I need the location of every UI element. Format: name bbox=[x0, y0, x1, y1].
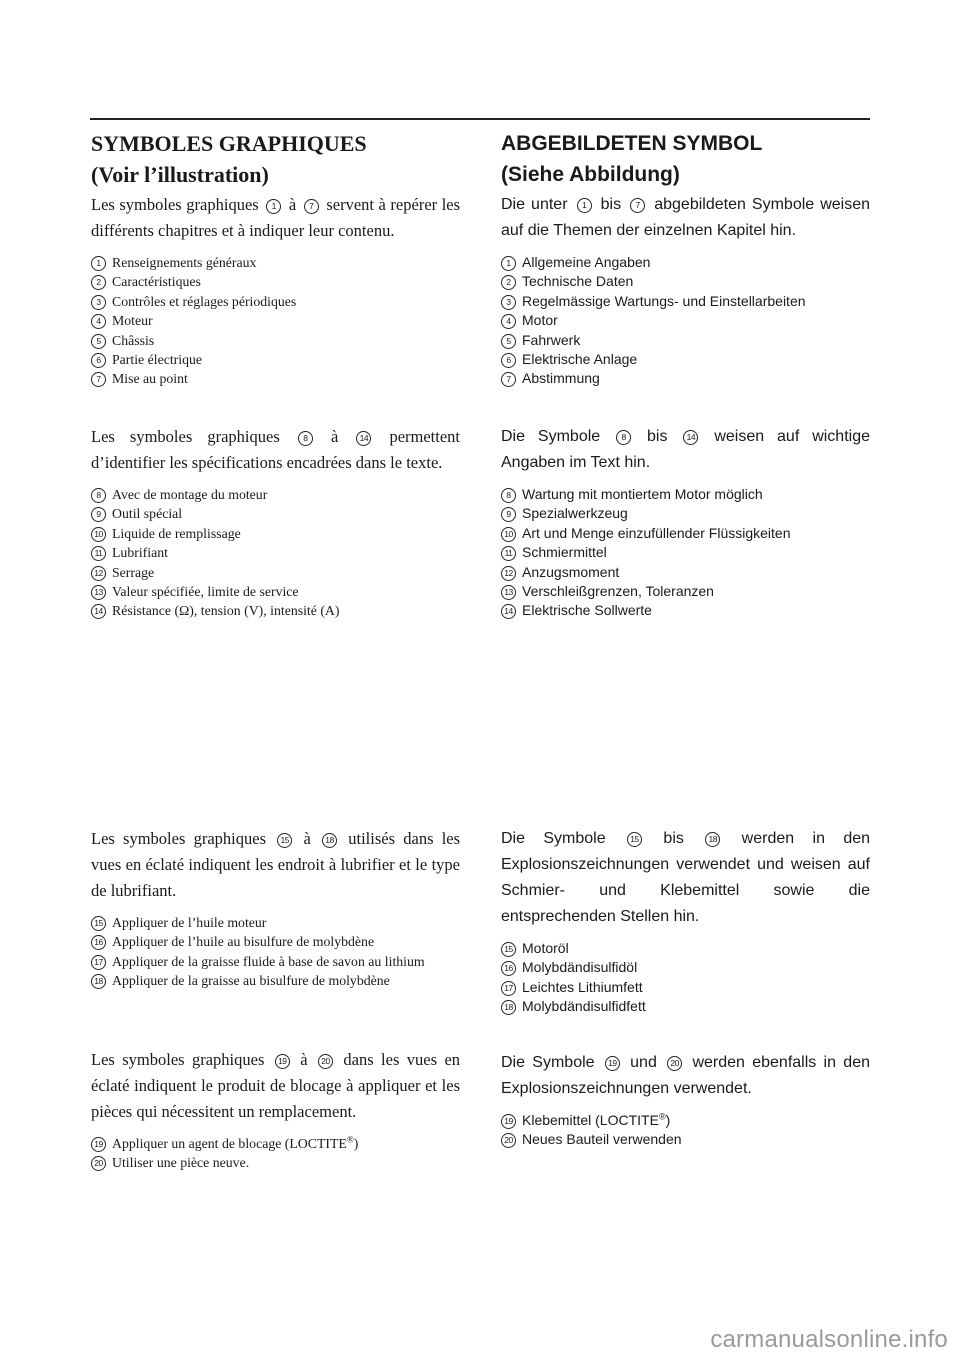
circled-number: 7 bbox=[630, 198, 645, 213]
list-item: 13 Valeur spécifiée, limite de service bbox=[91, 582, 460, 601]
list-item: 18 Molybdändisulfidfett bbox=[501, 997, 870, 1016]
circled-number: 7 bbox=[91, 372, 106, 387]
list-item: 1 Allgemeine Angaben bbox=[501, 253, 870, 272]
french-column bbox=[91, 128, 460, 389]
circled-number: 20 bbox=[667, 1056, 682, 1071]
circled-number: 13 bbox=[501, 585, 516, 600]
fr-s4-list bbox=[91, 1134, 460, 1173]
fr-section-4 bbox=[91, 1047, 460, 1173]
de-title-line2: (Siehe Abbildung) bbox=[501, 163, 680, 186]
fr-s1-list bbox=[91, 253, 460, 389]
de-title-line1: ABGEBILDETEN SYMBOL bbox=[501, 132, 763, 155]
list-item: 5 Châssis bbox=[91, 331, 460, 350]
de-title bbox=[501, 128, 870, 190]
circled-number: 15 bbox=[277, 833, 292, 848]
circled-number: 14 bbox=[356, 431, 371, 446]
fr-section-3 bbox=[91, 826, 460, 991]
circled-number: 20 bbox=[501, 1133, 516, 1148]
de-s2-list bbox=[501, 485, 870, 621]
list-item: 12 Anzugsmoment bbox=[501, 563, 870, 582]
circled-number: 6 bbox=[501, 353, 516, 368]
circled-number: 18 bbox=[91, 974, 106, 989]
circled-number: 15 bbox=[501, 942, 516, 957]
list-item: 11 Lubrifiant bbox=[91, 543, 460, 562]
circled-number: 16 bbox=[501, 961, 516, 976]
list-item: 6 Partie électrique bbox=[91, 350, 460, 369]
circled-number: 8 bbox=[616, 430, 631, 445]
circled-number: 5 bbox=[91, 334, 106, 349]
circled-number: 4 bbox=[501, 314, 516, 329]
de-s3-intro: Die Symbole 15 bis 18 werden in den Explosionszeichnungen verwendet und weisen auf Schmier- und Klebemittel sowie die entsprechenden Stellen hin. bbox=[501, 830, 871, 925]
circled-number: 9 bbox=[501, 507, 516, 522]
circled-number: 7 bbox=[304, 199, 319, 214]
de-s3-list bbox=[501, 939, 870, 1017]
fr-section-2 bbox=[91, 424, 460, 621]
de-section-2 bbox=[501, 424, 870, 621]
list-item: 14 Résistance (Ω), tension (V), intensité (A) bbox=[91, 601, 460, 620]
list-item: 15 Appliquer de l’huile moteur bbox=[91, 913, 460, 932]
list-item: 6 Elektrische Anlage bbox=[501, 350, 870, 369]
circled-number: 11 bbox=[91, 546, 106, 561]
list-item: 3 Regelmässige Wartungs- und Einstellarbeiten bbox=[501, 292, 870, 311]
fr-title-line1: SYMBOLES GRAPHIQUES bbox=[91, 131, 367, 156]
circled-number: 15 bbox=[627, 832, 642, 847]
circled-number: 18 bbox=[322, 833, 337, 848]
list-item: 9 Spezialwerkzeug bbox=[501, 504, 870, 523]
circled-number: 19 bbox=[605, 1056, 620, 1071]
list-item: 14 Elektrische Sollwerte bbox=[501, 601, 870, 620]
circled-number: 11 bbox=[501, 546, 516, 561]
list-item: 8 Wartung mit montiertem Motor möglich bbox=[501, 485, 870, 504]
circled-number: 2 bbox=[91, 275, 106, 290]
circled-number: 1 bbox=[91, 256, 106, 271]
circled-number: 10 bbox=[501, 527, 516, 542]
circled-number: 1 bbox=[577, 198, 592, 213]
circled-number: 8 bbox=[501, 488, 516, 503]
de-section-3 bbox=[501, 826, 870, 1017]
de-s4-list bbox=[501, 1111, 870, 1150]
de-section-4 bbox=[501, 1050, 870, 1150]
circled-number: 8 bbox=[91, 488, 106, 503]
list-item: 17 Appliquer de la graisse fluide à base de savon au lithium bbox=[91, 952, 460, 971]
list-item: 16 Appliquer de l’huile au bisulfure de molybdène bbox=[91, 932, 460, 951]
de-s2-intro: Die Symbole 8 bis 14 weisen auf wichtige Angaben im Text hin. bbox=[501, 428, 870, 471]
circled-number: 20 bbox=[91, 1156, 106, 1171]
list-item: 7 Abstimmung bbox=[501, 369, 870, 388]
circled-number: 17 bbox=[91, 955, 106, 970]
german-column bbox=[501, 128, 870, 389]
circled-number: 7 bbox=[501, 372, 516, 387]
list-item: 10 Art und Menge einzufüllender Flüssigkeiten bbox=[501, 524, 870, 543]
circled-number: 17 bbox=[501, 981, 516, 996]
list-item: 4 Motor bbox=[501, 311, 870, 330]
circled-number: 14 bbox=[501, 604, 516, 619]
list-item: 19 Klebemittel (LOCTITE®) bbox=[501, 1111, 870, 1130]
list-item: 11 Schmiermittel bbox=[501, 543, 870, 562]
circled-number: 3 bbox=[91, 295, 106, 310]
list-item: 8 Avec de montage du moteur bbox=[91, 485, 460, 504]
circled-number: 6 bbox=[91, 353, 106, 368]
list-item: 4 Moteur bbox=[91, 311, 460, 330]
circled-number: 18 bbox=[501, 1000, 516, 1015]
header-rule bbox=[90, 118, 870, 120]
circled-number: 3 bbox=[501, 295, 516, 310]
list-item: 13 Verschleißgrenzen, Toleranzen bbox=[501, 582, 870, 601]
de-s1-list bbox=[501, 253, 870, 389]
list-item: 1 Renseignements généraux bbox=[91, 253, 460, 272]
fr-s2-list bbox=[91, 485, 460, 621]
fr-title bbox=[91, 128, 460, 190]
circled-number: 1 bbox=[266, 199, 281, 214]
list-item: 2 Technische Daten bbox=[501, 272, 870, 291]
list-item: 10 Liquide de remplissage bbox=[91, 524, 460, 543]
fr-s3-list bbox=[91, 913, 460, 991]
circled-number: 19 bbox=[501, 1114, 516, 1129]
circled-number: 12 bbox=[501, 566, 516, 581]
list-item: 9 Outil spécial bbox=[91, 504, 460, 523]
circled-number: 2 bbox=[501, 275, 516, 290]
circled-number: 8 bbox=[298, 431, 313, 446]
list-item: 17 Leichtes Lithiumfett bbox=[501, 978, 870, 997]
list-item: 7 Mise au point bbox=[91, 369, 460, 388]
list-item: 18 Appliquer de la graisse au bisulfure de molybdène bbox=[91, 971, 460, 990]
fr-s4-intro: Les symboles graphiques 19 à 20 dans les vues en éclaté indiquent le produit de blocage à appliquer et les pièces qui nécessitent un remplacement. bbox=[91, 1050, 461, 1121]
list-item: 15 Motoröl bbox=[501, 939, 870, 958]
circled-number: 13 bbox=[91, 585, 106, 600]
fr-title-line2: (Voir l’illustration) bbox=[91, 162, 269, 187]
list-item: 3 Contrôles et réglages périodiques bbox=[91, 292, 460, 311]
circled-number: 19 bbox=[91, 1137, 106, 1152]
circled-number: 19 bbox=[275, 1054, 290, 1069]
circled-number: 9 bbox=[91, 507, 106, 522]
list-item: 19 Appliquer un agent de blocage (LOCTITE®) bbox=[91, 1134, 460, 1153]
fr-s1-intro: Les symboles graphiques 1 à 7 servent à repérer les différents chapitres et à indiquer leur contenu. bbox=[91, 195, 461, 240]
list-item: 16 Molybdändisulfidöl bbox=[501, 958, 870, 977]
circled-number: 18 bbox=[705, 832, 720, 847]
circled-number: 14 bbox=[91, 604, 106, 619]
list-item: 2 Caractéristiques bbox=[91, 272, 460, 291]
list-item: 20 Neues Bauteil verwenden bbox=[501, 1130, 870, 1149]
fr-s2-intro: Les symboles graphiques 8 à 14 permettent d’identifier les spécifications encadrées dans le texte. bbox=[91, 427, 461, 472]
list-item: 12 Serrage bbox=[91, 563, 460, 582]
circled-number: 16 bbox=[91, 935, 106, 950]
list-item: 20 Utiliser une pièce neuve. bbox=[91, 1153, 460, 1172]
circled-number: 15 bbox=[91, 916, 106, 931]
circled-number: 20 bbox=[318, 1054, 333, 1069]
circled-number: 10 bbox=[91, 527, 106, 542]
watermark: carmanualsonline.info bbox=[710, 1326, 948, 1353]
circled-number: 4 bbox=[91, 314, 106, 329]
circled-number: 12 bbox=[91, 566, 106, 581]
circled-number: 1 bbox=[501, 256, 516, 271]
circled-number: 14 bbox=[683, 430, 698, 445]
fr-s3-intro: Les symboles graphiques 15 à 18 utilisés dans les vues en éclaté indiquent les endroit à lubrifier et le type de lubrifiant. bbox=[91, 829, 461, 900]
de-s4-intro: Die Symbole 19 und 20 werden ebenfalls in den Explosionszeichnungen verwendet. bbox=[501, 1054, 870, 1097]
circled-number: 5 bbox=[501, 334, 516, 349]
de-s1-intro: Die unter 1 bis 7 abgebildeten Symbole weisen auf die Themen der einzelnen Kapitel hin. bbox=[501, 196, 871, 239]
list-item: 5 Fahrwerk bbox=[501, 331, 870, 350]
